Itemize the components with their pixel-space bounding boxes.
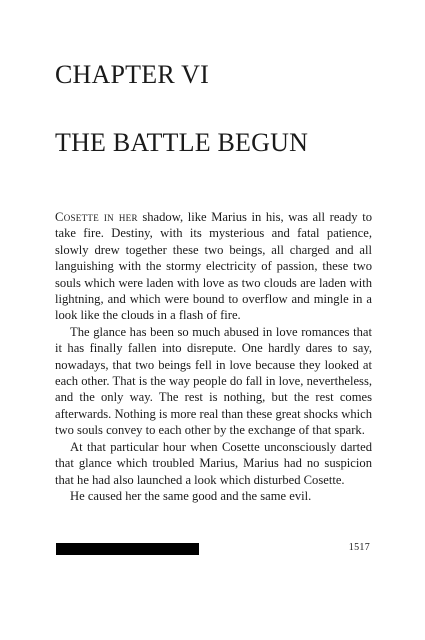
opening-smallcaps: Cosette in her	[55, 210, 138, 224]
redaction-bar	[56, 543, 199, 555]
chapter-heading: CHAPTER VI	[55, 60, 209, 89]
paragraph-4: He caused her the same good and the same evil.	[70, 488, 312, 503]
chapter-title: THE BATTLE BEGUN	[55, 128, 309, 157]
paragraph-1-text: shadow, like Marius in his, was all ready to take fire. Destiny, with its mysterious and fatal patience, slowly drew together these two beings, all charged and all languishing with the stormy electricity of passion, these two souls which were laden with love as two clouds are laden with lightning, and which were bound to overflow and mingle in a look like the clouds in a flash of fire.	[55, 210, 372, 323]
page-number: 1517	[348, 542, 370, 553]
paragraph-1	[55, 209, 372, 324]
chapter-body	[55, 209, 372, 504]
paragraph-3: At that particular hour when Cosette unconsciously darted that glance which troubled Marius, Marius had no suspicion that he had also launched a look which disturbed Cosette.	[55, 439, 372, 487]
paragraph-2: The glance has been so much abused in love romances that it has finally fallen into disrepute. One hardly dares to say, nowadays, that two beings fell in love because they looked at each other. That is the way people do fall in love, nevertheless, and the only way. The rest is nothing, but the rest comes afterwards. Nothing is more real than these great shocks which two souls convey to each other by the exchange of that spark.	[55, 324, 372, 438]
